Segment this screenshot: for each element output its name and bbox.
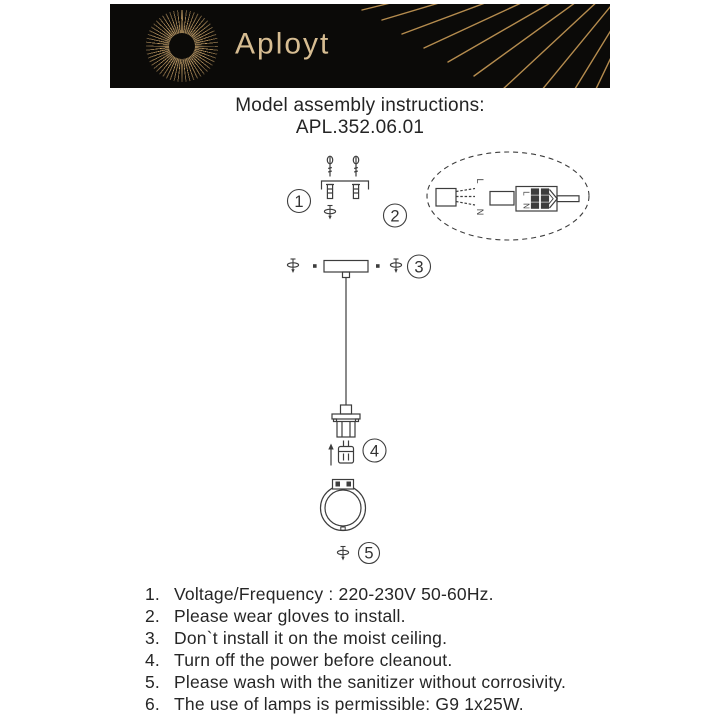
wire-label-n: N [475,208,485,216]
instruction-list [0,583,720,715]
list-item [145,649,720,671]
wall-anchors-icon [326,185,360,199]
screw-turn-icon [390,259,401,273]
item-text: Turn off the power before cleanout. [174,650,453,670]
screw-turn-icon [324,206,335,220]
brand-wordmark: Aployt [235,27,331,61]
bracket-bar [322,181,369,190]
step-number-4: 4 [369,442,380,461]
item-number: 4. [145,650,160,670]
ring-shade-icon [321,480,366,531]
item-number: 6. [145,694,160,714]
list-item [145,627,720,649]
page-title: Model assembly instructions: [235,95,485,116]
screw-turn-icon [337,547,348,561]
step3-canopy [287,255,430,405]
canopy-nipple [343,272,350,278]
list-item [145,583,720,605]
lamp-socket-icon [332,405,360,437]
item-text: Voltage/Frequency : 220-230V 50-60Hz. [174,584,494,604]
title-block [0,95,720,138]
item-text: The use of lamps is permissible: G9 1x25W. [174,694,524,714]
screw-dot [376,264,380,268]
assembly-diagram [0,140,720,580]
list-item [145,605,720,627]
brand-banner [110,4,610,88]
item-number: 5. [145,672,160,692]
step-number-1: 1 [294,192,304,211]
block-label-l: L [521,191,531,196]
list-item [145,671,720,693]
list-item [145,693,720,715]
terminal-block-icon [490,187,579,212]
step-number-3: 3 [414,258,424,277]
g9-bulb-icon [339,441,354,464]
item-number: 2. [145,606,160,626]
item-number: 3. [145,628,160,648]
model-number: APL.352.06.01 [295,116,425,138]
step-number-2: 2 [390,207,400,226]
canopy-plate [324,261,368,273]
power-cable-icon [436,189,475,207]
block-label-n: N [521,203,531,209]
step-number-5: 5 [364,544,374,563]
item-text: Please wash with the sanitizer without corrosivity. [174,672,567,692]
step2-wiring-detail [384,152,590,240]
screw-turn-icon [287,259,298,273]
mounting-screws-icon [327,156,358,176]
item-text: Don`t install it on the moist ceiling. [174,628,448,648]
wire-label-l: L [475,178,485,184]
insert-arrow-icon [328,444,333,466]
item-number: 1. [145,584,160,604]
item-text: Please wear gloves to install. [174,606,406,626]
screw-dot [313,264,317,268]
